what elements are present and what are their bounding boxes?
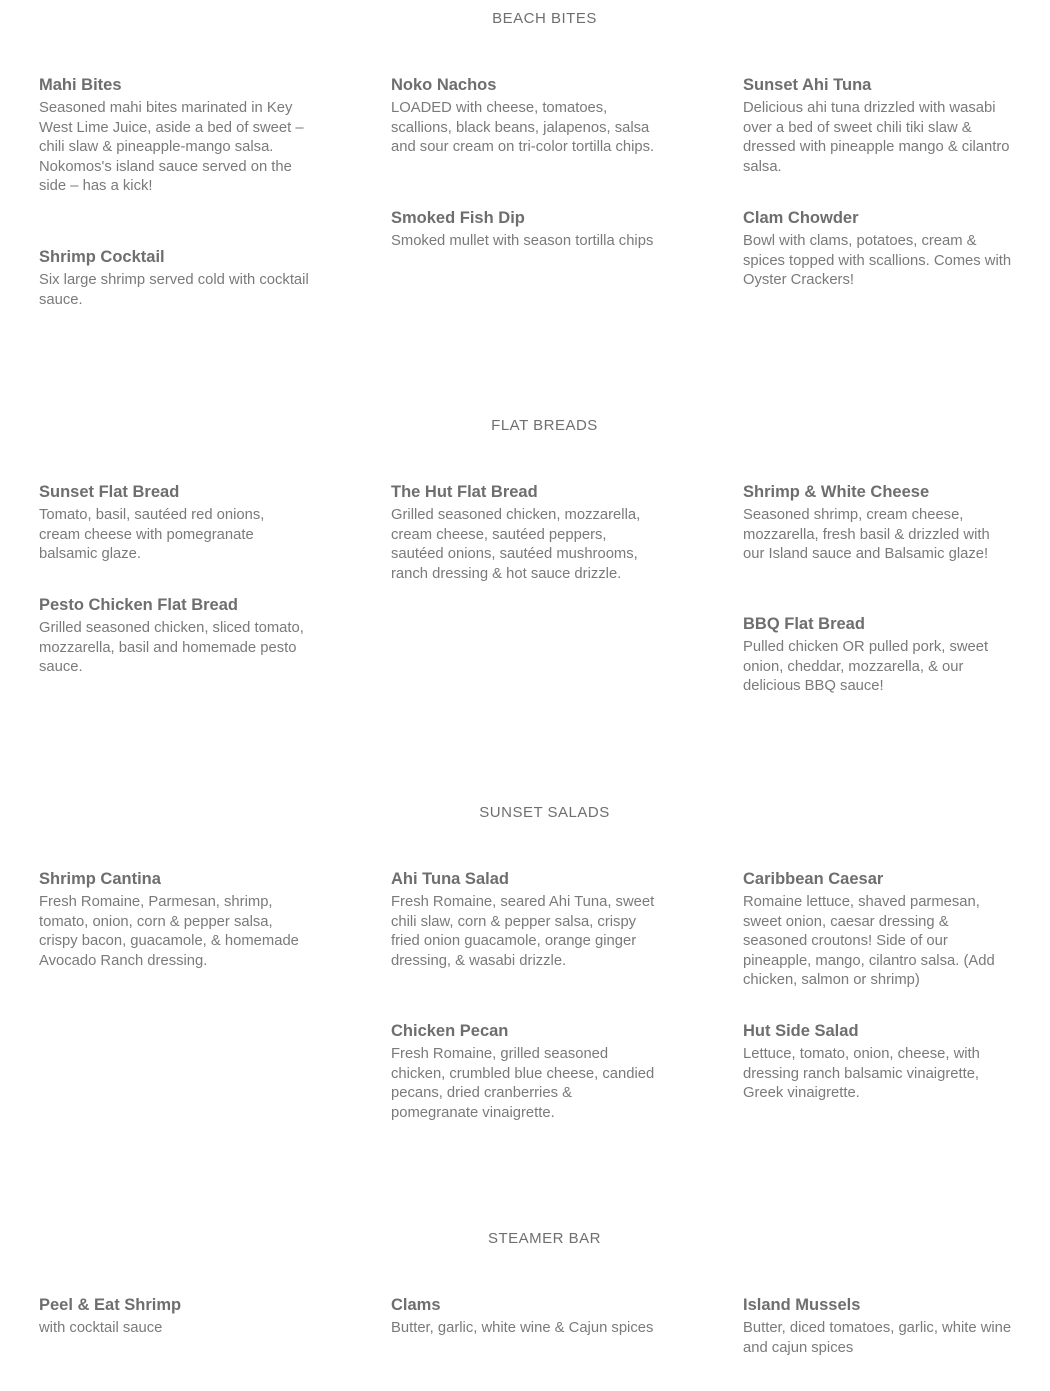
menu-item-description: with cocktail sauce <box>39 1320 163 1336</box>
menu-item-name: Clam Chowder <box>743 209 859 227</box>
menu-item-name: The Hut Flat Bread <box>391 483 538 501</box>
menu-item <box>39 482 309 565</box>
menu-item <box>39 75 309 197</box>
menu-item <box>743 1295 1013 1358</box>
menu-item-name: Chicken Pecan <box>391 1022 509 1040</box>
menu-item <box>391 869 661 971</box>
menu-item-description: Fresh Romaine, Parmesan, shrimp, tomato, onion, corn & pepper salsa, crispy bacon, guacamole, & homemade Avocado Ranch dressing. <box>39 894 299 969</box>
menu-item-name: Shrimp Cantina <box>39 870 161 888</box>
menu-item-name: Hut Side Salad <box>743 1022 859 1040</box>
menu-item <box>39 1295 309 1339</box>
section-title-flat-breads: FLAT BREADS <box>491 417 598 434</box>
menu-item-description: Seasoned shrimp, cream cheese, mozzarella, fresh basil & drizzled with our Island sauce and Balsamic glaze! <box>743 507 990 562</box>
menu-item <box>743 614 1013 697</box>
menu-item-description: Butter, diced tomatoes, garlic, white wine and cajun spices <box>743 1320 1012 1356</box>
menu-item-description: Smoked mullet with season tortilla chips <box>391 233 654 249</box>
menu-item-name: Pesto Chicken Flat Bread <box>39 596 238 614</box>
menu-item-description: Lettuce, tomato, onion, cheese, with dressing ranch balsamic vinaigrette, Greek vinaigrette. <box>743 1046 980 1101</box>
menu-item-name: Caribbean Caesar <box>743 870 884 888</box>
menu-item-description: Fresh Romaine, grilled seasoned chicken, crumbled blue cheese, candied pecans, dried cranberries & pomegranate vinaigrette. <box>391 1046 655 1121</box>
menu-item-description: Delicious ahi tuna drizzled with wasabi over a bed of sweet chili tiki slaw & dressed with pineapple mango & cilantro salsa. <box>743 100 1010 175</box>
menu-item-description: Butter, garlic, white wine & Cajun spices <box>391 1320 654 1336</box>
menu-item-name: Mahi Bites <box>39 76 122 94</box>
menu-item-name: Clams <box>391 1296 441 1314</box>
menu-item-name: Peel & Eat Shrimp <box>39 1296 182 1314</box>
menu-item-name: Shrimp Cocktail <box>39 248 165 266</box>
menu-item-description: Grilled seasoned chicken, mozzarella, cream cheese, sautéed peppers, sautéed onions, sautéed mushrooms, ranch dressing & hot sauce drizzle. <box>391 507 641 582</box>
menu-item <box>391 208 661 252</box>
menu-item <box>39 247 309 310</box>
menu-item <box>743 75 1013 177</box>
menu-item-name: Ahi Tuna Salad <box>391 870 509 888</box>
menu-item <box>391 75 661 158</box>
menu-item-description: Fresh Romaine, seared Ahi Tuna, sweet chili slaw, corn & pepper salsa, crispy fried onion guacamole, orange ginger dressing, & wasabi drizzle. <box>391 894 655 969</box>
menu-item-name: Sunset Ahi Tuna <box>743 76 872 94</box>
menu-item-name: BBQ Flat Bread <box>743 615 865 633</box>
menu-item-description: Bowl with clams, potatoes, cream & spices topped with scallions. Comes with Oyster Crackers! <box>743 233 1012 288</box>
menu-item <box>743 1021 1013 1104</box>
menu-item-name: Sunset Flat Bread <box>39 483 180 501</box>
menu-item-name: Shrimp & White Cheese <box>743 483 930 501</box>
menu-item <box>391 1295 661 1339</box>
menu-item-description: Tomato, basil, sautéed red onions, cream cheese with pomegranate balsamic glaze. <box>39 507 265 562</box>
menu-item-name: Noko Nachos <box>391 76 497 94</box>
menu-item <box>39 595 309 678</box>
menu-item-description: Seasoned mahi bites marinated in Key West Lime Juice, aside a bed of sweet – chili slaw & pineapple-mango salsa. Nokomos's island sauce served on the side – has a kick! <box>39 100 304 194</box>
menu-item-description: LOADED with cheese, tomatoes, scallions, black beans, jalapenos, salsa and sour cream on tri-color tortilla chips. <box>391 100 655 155</box>
menu-item-description: Pulled chicken OR pulled pork, sweet onion, cheddar, mozzarella, & our delicious BBQ sauce! <box>743 639 989 694</box>
menu-item <box>743 869 1013 991</box>
section-title-beach-bites: BEACH BITES <box>492 10 597 27</box>
menu-item <box>39 869 309 971</box>
menu-item-description: Grilled seasoned chicken, sliced tomato, mozzarella, basil and homemade pesto sauce. <box>39 620 304 675</box>
menu-item <box>743 482 1013 565</box>
menu-item <box>391 1021 661 1123</box>
section-title-steamer-bar: STEAMER BAR <box>487 1230 602 1247</box>
menu-item-name: Smoked Fish Dip <box>391 209 525 227</box>
menu-item <box>391 482 661 584</box>
menu-item-description: Romaine lettuce, shaved parmesan, sweet onion, caesar dressing & seasoned croutons! Side of our pineapple, mango, cilantro salsa. (Add chicken, salmon or shrimp) <box>743 894 995 988</box>
section-title-sunset-salads: SUNSET SALADS <box>479 804 610 821</box>
menu-item-description: Six large shrimp served cold with cocktail sauce. <box>39 272 309 308</box>
menu-item-name: Island Mussels <box>743 1296 861 1314</box>
menu-item <box>743 208 1013 291</box>
